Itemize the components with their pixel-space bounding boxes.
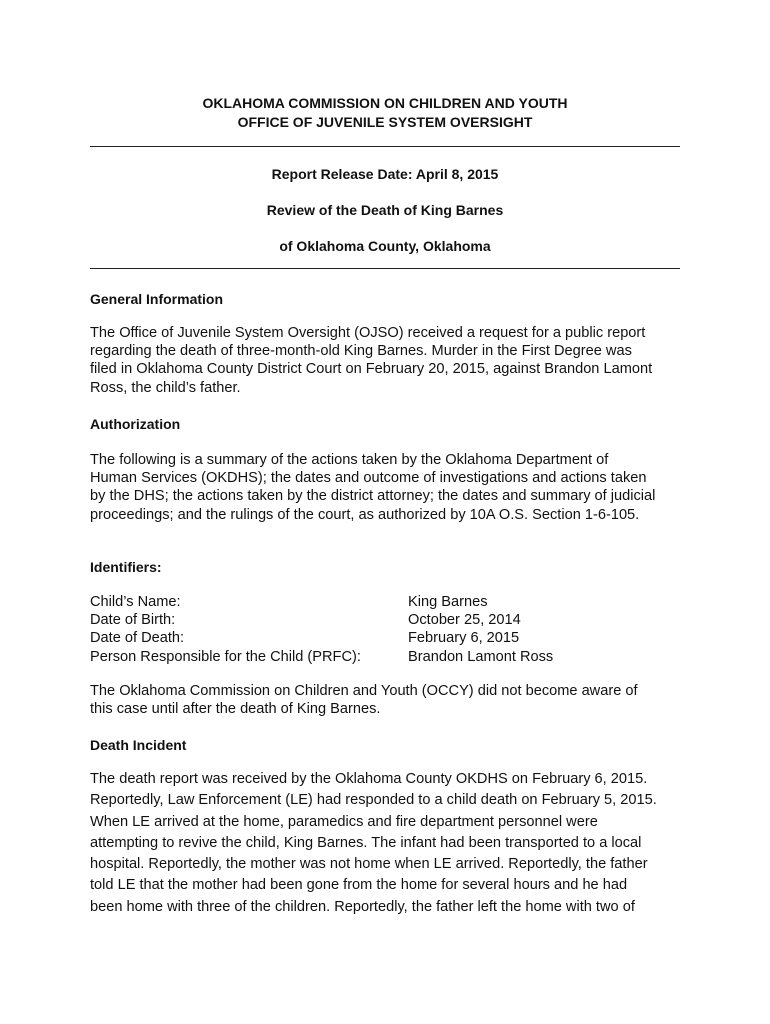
identifier-value: October 25, 2014 [408,612,521,629]
general-information-paragraph [90,324,680,397]
general-information-heading: General Information [90,291,224,307]
death-incident-paragraph [90,769,682,918]
death-incident-line: The death report was received by the Oklahoma County OKDHS on February 6, 2015. [90,771,648,787]
report-release-date: Report Release Date: April 8, 2015 [271,166,499,182]
awareness-line: this case until after the death of King Barnes. [90,701,381,718]
death-incident-line: Reportedly, Law Enforcement (LE) had responded to a child death on February 5, 2015. [90,792,657,809]
county-line: of Oklahoma County, Oklahoma [279,238,491,254]
general-info-line: regarding the death of three-month-old King Barnes. Murder in the First Degree was [90,343,632,360]
death-incident-line: hospital. Reportedly, the mother was not home when LE arrived. Reportedly, the father [90,856,648,873]
authorization-line: Human Services (OKDHS); the dates and outcome of investigations and actions taken [90,470,647,487]
org-line-1: OKLAHOMA COMMISSION ON CHILDREN AND YOUTH [202,95,568,111]
death-incident-line: When LE arrived at the home, paramedics and fire department personnel were [90,813,598,830]
death-incident-heading: Death Incident [90,737,187,753]
awareness-line: The Oklahoma Commission on Children and Youth (OCCY) did not become aware of [90,683,638,699]
authorization-heading: Authorization [90,416,181,432]
general-info-line: Ross, the child’s father. [90,379,241,396]
identifier-label: Person Responsible for the Child (PRFC): [90,648,361,665]
authorization-line: by the DHS; the actions taken by the district attorney; the dates and summary of judicial [90,488,656,505]
identifier-label: Child’s Name: [90,594,181,610]
death-incident-line: attempting to revive the child, King Barnes. The infant had been transported to a local [90,834,642,851]
identifier-value: Brandon Lamont Ross [408,648,554,665]
identifiers-heading: Identifiers: [90,559,162,575]
authorization-line: proceedings; and the rulings of the court, as authorized by 10A O.S. Section 1-6-105. [90,506,640,523]
organization-name [90,94,680,132]
general-info-line: filed in Oklahoma County District Court on February 20, 2015, against Brandon Lamont [90,361,653,378]
top-divider [90,146,680,147]
identifier-labels [90,593,361,666]
general-info-line: The Office of Juvenile System Oversight (OJSO) received a request for a public report [90,325,646,341]
org-line-2: OFFICE OF JUVENILE SYSTEM OVERSIGHT [237,114,533,130]
death-incident-line: been home with three of the children. Reportedly, the father left the home with two of [90,898,635,915]
death-incident-line: told LE that the mother had been gone from the home for several hours and he had [90,877,628,894]
occy-awareness-paragraph [90,682,680,718]
identifier-value: February 6, 2015 [408,630,520,647]
identifier-value: King Barnes [408,594,488,610]
review-title: Review of the Death of King Barnes [266,202,504,218]
bottom-divider [90,268,680,269]
authorization-paragraph [90,451,680,524]
identifier-label: Date of Birth: [90,612,176,629]
authorization-line: The following is a summary of the actions taken by the Oklahoma Department of [90,452,609,468]
identifier-label: Date of Death: [90,630,185,647]
identifier-values [408,593,553,666]
